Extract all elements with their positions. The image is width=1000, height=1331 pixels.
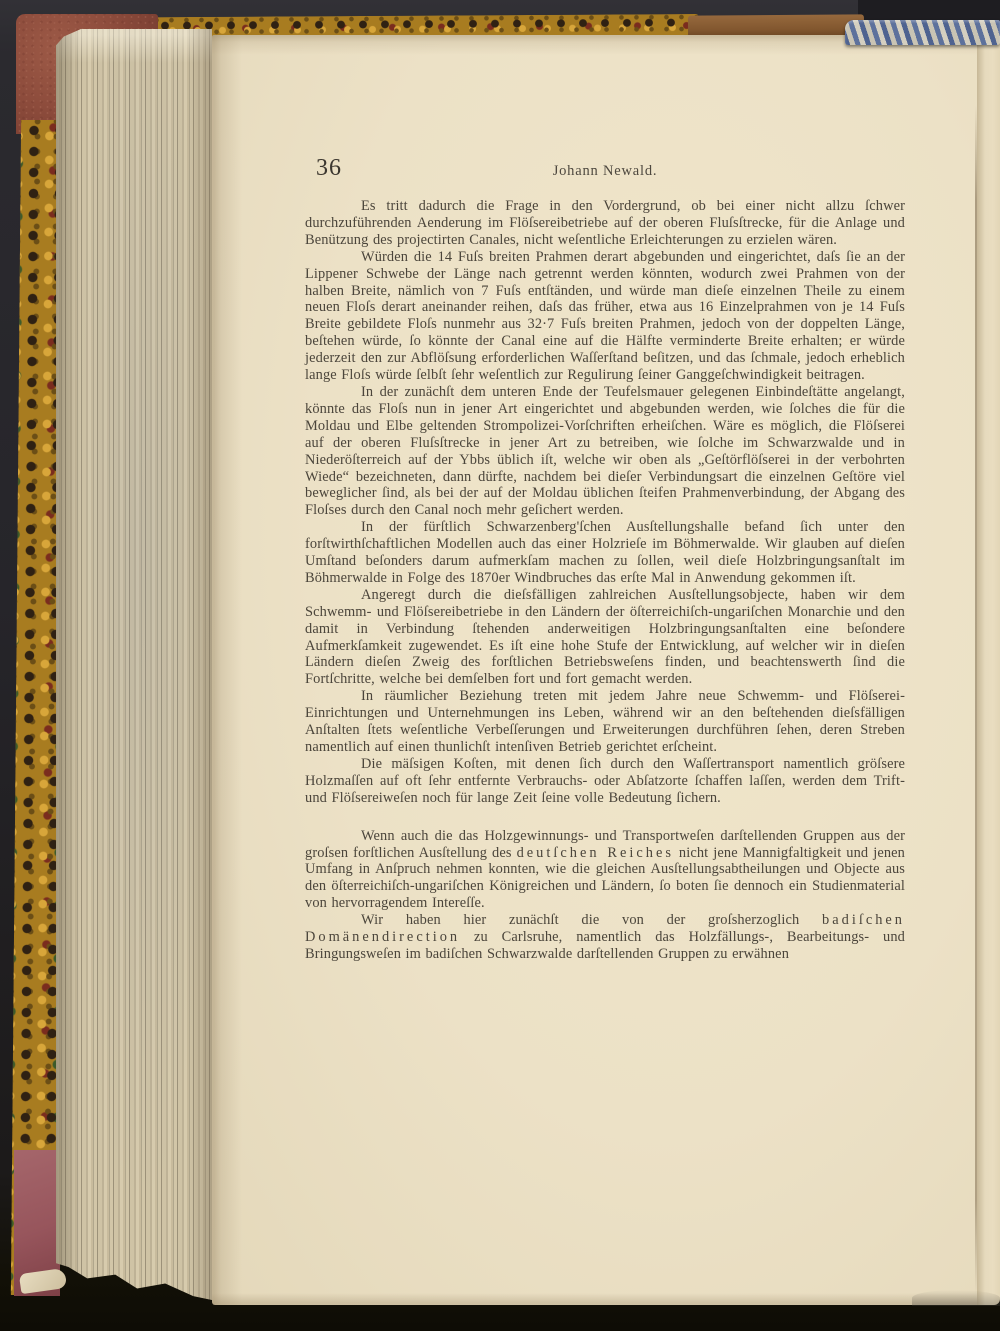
text-segment: Wenn auch die das Holzgewinnungs- und Transportweſen darſtellenden Gruppen aus der groſsen forſtlichen Ausſtellung des [305, 827, 905, 861]
page-edges-stack [56, 29, 212, 1300]
paragraph [305, 198, 905, 249]
paragraph [305, 828, 905, 913]
body-text [305, 198, 905, 963]
text-segment: Würden die 14 Fuſs breiten Prahmen derart abgebunden und eingerichtet, daſs ſie an der Lippener Schwebe der Länge nach getrennt werden könnten, wodurch zwei Prahmen von der halben Breite, nämlich von 7 Fuſs entſtänden, und würde man dieſe einzelnen Theile zu einem neuen Floſs derart aneinander reihen, daſs das früher, etwa aus 16 Einzelprahmen von je 14 Fuſs Breite gebildete Floſs nunmehr aus 32·7 Fuſs breiten Prahmen, jedoch von der doppelten Länge, beſtehen würde, ſo könnte der Canal eine auf die Hälfte verminderte Breite erhalten; er würde jederzeit den zur Abflöſsung erforderlichen Waſſerſtand beſitzen, und das ſchmale, jedoch erheblich lange Floſs würde ſelbſt ſehr weſentlich zur Regulirung ſeiner Ganggeſchwindigkeit beitragen. [305, 248, 905, 384]
text-segment: zu Carlsruhe, namentlich das Holzfällungs-, Bearbeitungs- und Bringungsweſen im badiſchen Schwarzwalde darſtellenden Gruppen zu erwähnen [305, 929, 905, 962]
paragraph [305, 688, 905, 756]
page-curl-shadow [912, 1290, 1000, 1306]
paragraph [305, 756, 905, 807]
paragraph [305, 249, 905, 384]
text-segment: Wir haben hier zunächſt die von der groſsherzoglich [361, 912, 823, 929]
page-number: 36 [316, 155, 342, 181]
text-segment: In räumlicher Beziehung treten mit jedem Jahre neue Schwemm- und Flöſserei-Einrichtungen und Unternehmungen ins Leben, während wir an den beſtehenden dieſsfälligen Anſtalten ſtets weſentliche Verbeſſerungen und Erweiterungen durchführen ſehen, deren Streben namentlich auf einen thunlichſt intenſiven Betrieb gerichtet erſcheint. [305, 688, 905, 755]
text-segment: In der zunächſt dem unteren Ende der Teufelsmauer gelegenen Einbindeſtätte angelangt, könnte das Floſs nun in jener Art eingerichtet und abgebunden werden, wie ſolches die für die Moldau und Elbe geltenden Strompolizei-Vorſchriften erheiſchen. Wäre es möglich, die Flöſserei auf der oberen Fluſsſtrecke in jener Art zu betreiben, wie ſolche im Schwarzwalde und in Niederöſterreich auf der Ybbs üblich iſt, welche wir oben als „Geſtörflöſserei in der verbohrten Wiede“ bezeichneten, dann dürfte, nachdem bei dieſer Verbindungsart die einzelnen Geſtöre viel beweglicher ſind, als bei der auf der Moldau üblichen ſteifen Prahmenverbindung, der Abgang des Floſses durch den Canal noch mehr geſichert werden. [305, 383, 905, 519]
letterspaced-text: badiſchen Domänendirection [305, 912, 905, 946]
endband [845, 20, 1000, 45]
text-segment: Die mäſsigen Koſten, mit denen ſich durch den Waſſertransport namentlich gröſsere Holzmaſſen auf oft ſehr entfernte Verbrauchs- oder Abſatzorte ſchaffen laſſen, werden dem Trift- und Flöſsereiweſen noch für lange Zeit ſeine volle Bedeutung ſichern. [305, 755, 905, 806]
running-header: Johann Newald. [552, 163, 658, 179]
paragraph [305, 384, 905, 519]
paragraph [305, 587, 905, 688]
book-page [212, 35, 1000, 1305]
text-segment: nicht jene Mannigfaltigkeit und jenen Umfang in Anſpruch nehmen konnten, wie die gleichen Ausſtellungsabtheilungen und Objecte aus den öſterreichiſch-ungariſchen Königreichen und Ländern, ſo boten ſie dennoch ein Studienmaterial von hervorragendem Intereſſe. [305, 844, 905, 912]
text-segment: In der fürſtlich Schwarzenberg'ſchen Ausſtellungshalle befand ſich unter den forſtwirthſchaftlichen Modellen auch das einer Holzrieſe im Böhmerwalde. Wir glauben auf dieſen Umſtand beſonders darum aufmerkſam machen zu ſollen, weil dieſe Holzbringungsanſtalt im Böhmerwalde in Folge des 1870er Windbruches das erſte Mal in Anwendung gekommen iſt. [305, 519, 905, 586]
next-page-sliver [977, 35, 1000, 1305]
paragraph [305, 912, 905, 963]
letterspaced-text: deutſchen Reiches [516, 844, 674, 861]
text-segment: Es tritt dadurch die Frage in den Vordergrund, ob bei einer nicht allzu ſchwer durchzuführenden Aenderung im Flöſsereibetriebe auf der oberen Fluſsſtrecke, für die Anlage und Benützung des projectirten Canales, nicht weſentliche Erleichterungen zu erzielen wären. [305, 198, 905, 248]
gutter-fold [975, 105, 977, 1295]
paragraph [305, 519, 905, 587]
text-segment: Angeregt durch die dieſsfälligen zahlreichen Ausſtellungsobjecte, haben wir dem Schwemm- und Flöſsereibetriebe in den Ländern der öſterreichiſch-ungariſchen Monarchie und den damit in Verbindung ſtehenden anderweitigen Holzbringungsanſtalten eine beſondere Aufmerkſamkeit zugewendet. Es iſt eine hohe Stufe der Entwicklung, auf welcher wir in dieſen Ländern dieſen Zweig des forſtlichen Betriebsweſens finden, und beachtenswerth ſind die Fortſchritte, welche bei demſelben fort und fort gemacht werden. [305, 586, 905, 688]
